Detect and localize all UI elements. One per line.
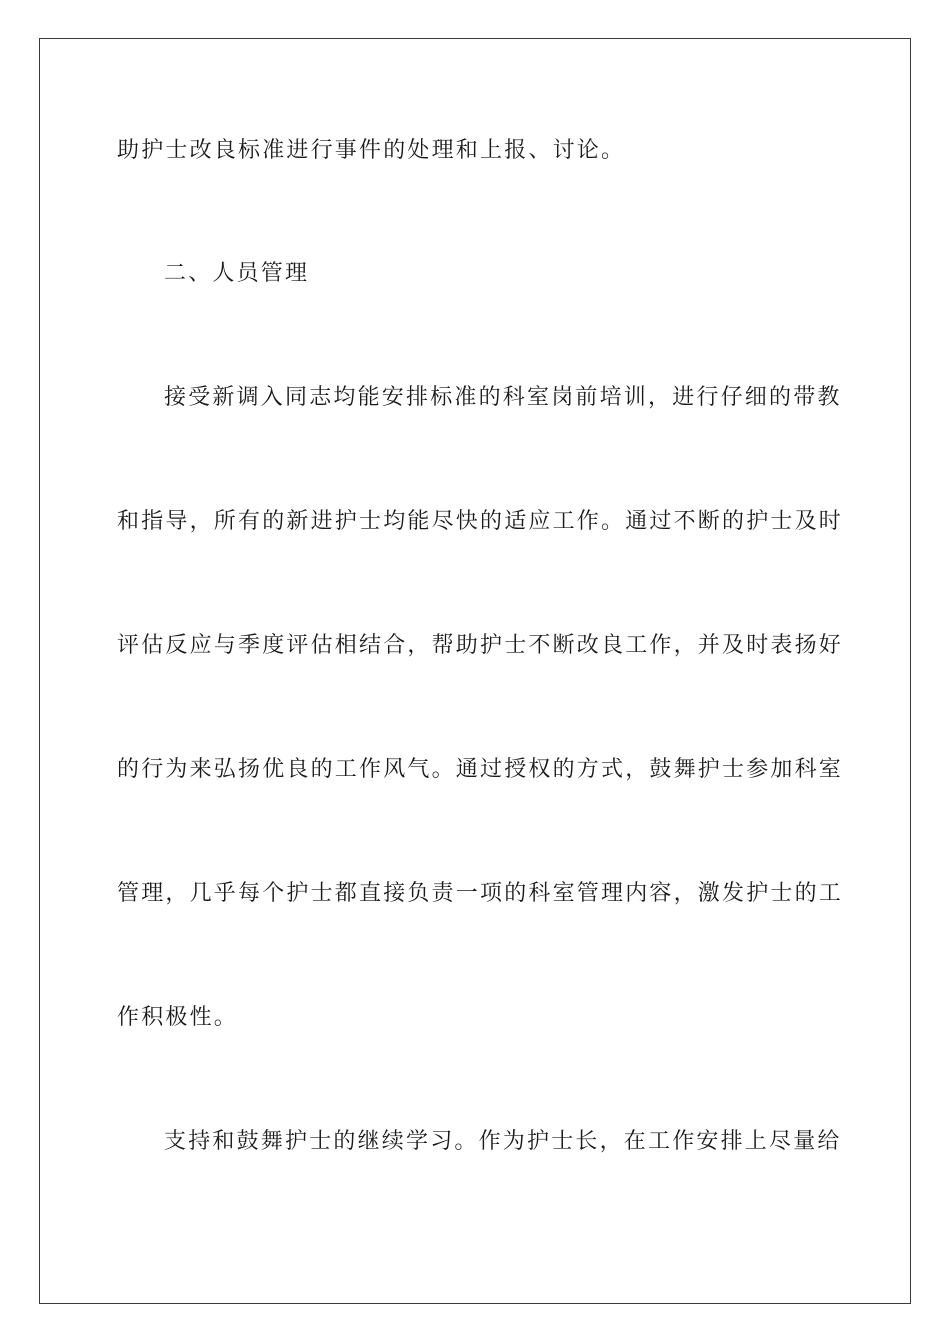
paragraph-line: 评估反应与季度评估相结合，帮助护士不断改良工作，并及时表扬好 — [117, 633, 844, 658]
paragraph-line: 助护士改良标准进行事件的处理和上报、讨论。 — [117, 138, 626, 163]
paragraph-line: 和指导，所有的新进护士均能尽快的适应工作。通过不断的护士及时 — [117, 509, 844, 534]
paragraph-line: 的行为来弘扬优良的工作风气。通过授权的方式，鼓舞护士参加科室 — [117, 757, 844, 782]
paragraph-line: 接受新调入同志均能安排标准的科室岗前培训，进行仔细的带教 — [164, 385, 842, 410]
paragraph-line: 支持和鼓舞护士的继续学习。作为护士长，在工作安排上尽量给 — [164, 1129, 842, 1154]
section-heading: 二、人员管理 — [164, 261, 310, 286]
page-border — [39, 38, 911, 1304]
paragraph-line: 作积极性。 — [117, 1005, 239, 1030]
paragraph-line: 管理，几乎每个护士都直接负责一项的科室管理内容，激发护士的工 — [117, 881, 844, 906]
